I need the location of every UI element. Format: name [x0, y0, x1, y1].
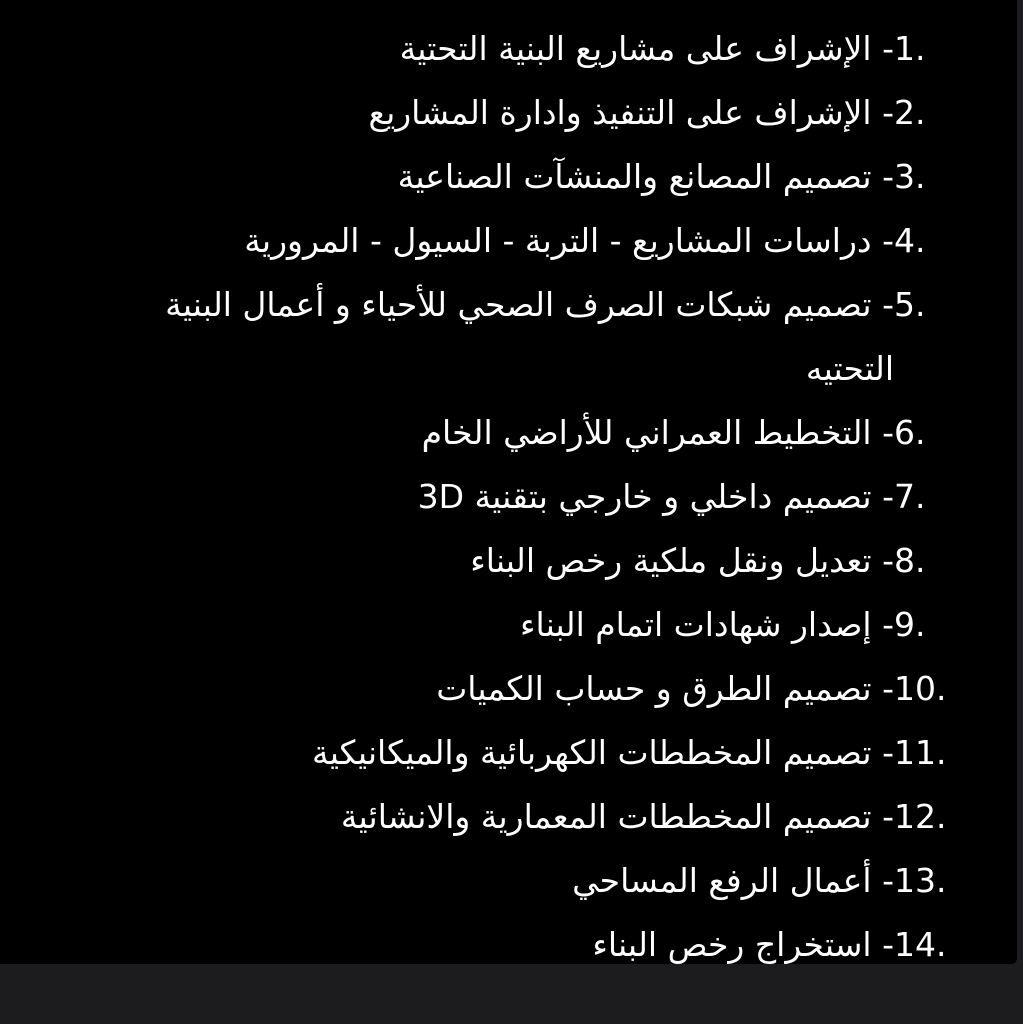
list-item	[82, 913, 982, 977]
item-number: 14.	[894, 925, 947, 964]
list-item	[82, 593, 982, 657]
item-text: - الإشراف على مشاريع البنية التحتية	[399, 29, 894, 68]
list-item	[82, 17, 982, 81]
item-number: 8.	[894, 541, 926, 580]
item-text: - التخطيط العمراني للأراضي الخام	[421, 413, 894, 452]
item-number: 1.	[894, 29, 926, 68]
list-item	[82, 657, 982, 721]
item-text: - دراسات المشاريع - التربة - السيول - المرورية	[244, 221, 894, 260]
list-item	[82, 849, 982, 913]
item-text: - تصميم شبكات الصرف الصحي للأحياء و أعمال البنية التحتيه	[165, 285, 894, 388]
item-text: - تصميم المخططات المعمارية والانشائية	[340, 797, 894, 836]
item-text: - تصميم الطرق و حساب الكميات	[436, 669, 894, 708]
list-item	[82, 465, 982, 529]
list-item	[82, 273, 982, 401]
item-number: 6.	[894, 413, 926, 452]
item-text: - إصدار شهادات اتمام البناء	[520, 605, 894, 644]
item-number: 12.	[894, 797, 947, 836]
item-number: 3.	[894, 157, 926, 196]
list-item	[82, 529, 982, 593]
item-number: 10.	[894, 669, 947, 708]
item-text: - تصميم المخططات الكهربائية والميكانيكية	[312, 733, 894, 772]
item-number: 13.	[894, 861, 947, 900]
list-item	[82, 209, 982, 273]
services-list	[82, 17, 982, 977]
item-text: - الإشراف على التنفيذ وادارة المشاريع	[368, 93, 894, 132]
item-number: 5.	[894, 285, 926, 324]
item-number: 4.	[894, 221, 926, 260]
item-number: 9.	[894, 605, 926, 644]
list-item	[82, 81, 982, 145]
item-text: - تصميم داخلي و خارجي بتقنية 3D	[417, 477, 894, 516]
list-item	[82, 145, 982, 209]
list-item	[82, 721, 982, 785]
item-number: 11.	[894, 733, 947, 772]
list-item	[82, 401, 982, 465]
item-number: 7.	[894, 477, 926, 516]
item-number: 2.	[894, 93, 926, 132]
item-text: - تعديل ونقل ملكية رخص البناء	[470, 541, 894, 580]
item-text: - استخراج رخص البناء	[592, 925, 894, 964]
item-text: - أعمال الرفع المساحي	[572, 861, 894, 900]
item-text: - تصميم المصانع والمنشآت الصناعية	[397, 157, 894, 196]
list-item	[82, 785, 982, 849]
